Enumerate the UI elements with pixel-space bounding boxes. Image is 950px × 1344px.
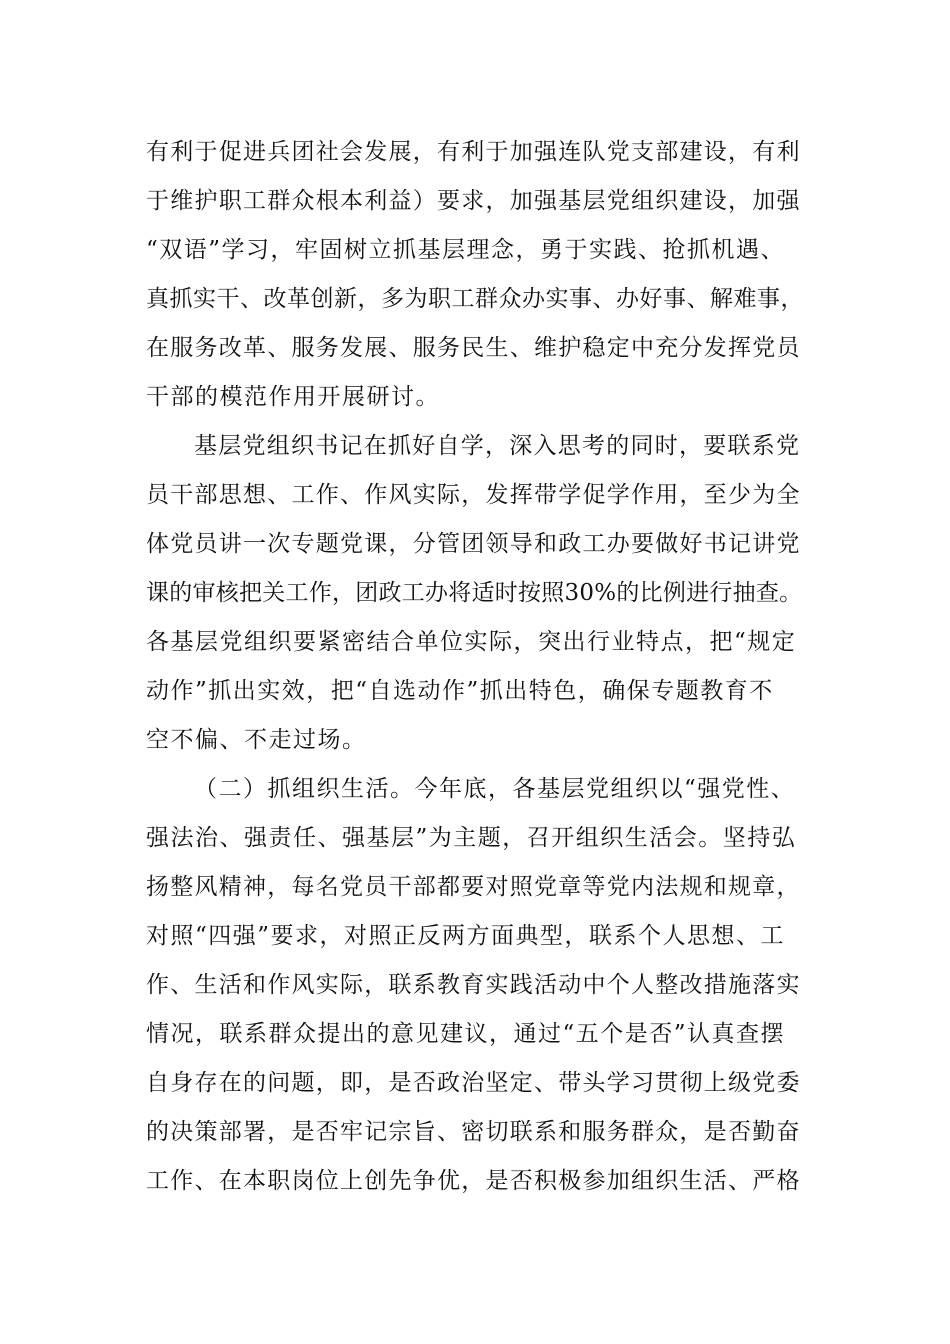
- text-line-16: 扬整风精神，每名党员干部都要对照党章等党内法规和规章，: [146, 874, 801, 900]
- text-line-13: 空不偏、不走过场。: [146, 727, 367, 753]
- text-line-19: 情况，联系群众提出的意见建议，通过“五个是否”认真查摆: [146, 1021, 786, 1047]
- text-line-4: 真抓实干、改革创新，多为职工群众办实事、办好事、解难事，: [146, 286, 804, 312]
- text-line-10: 课的审核把关工作，团政工办将适时按照30%的比例进行抽查。: [146, 580, 803, 606]
- text-line-17: 对照“四强”要求，对照正反两方面典型，联系个人思想、工: [146, 923, 786, 949]
- text-line-8: 员干部思想、工作、作风实际，发挥带学促学作用，至少为全: [146, 482, 801, 508]
- text-line-5: 在服务改革、服务发展、服务民生、维护稳定中充分发挥党员: [146, 335, 801, 361]
- text-line-7: 基层党组织书记在抓好自学，深入思考的同时，要联系党: [194, 433, 801, 459]
- text-line-18: 作、生活和作风实际，联系教育实践活动中个人整改措施落实: [146, 972, 801, 998]
- text-line-1: 有利于促进兵团社会发展，有利于加强连队党支部建设，有利: [146, 139, 801, 165]
- text-line-21: 的决策部署，是否牢记宗旨、密切联系和服务群众，是否勤奋: [146, 1119, 801, 1145]
- text-line-2: 于维护职工群众根本利益）要求，加强基层党组织建设，加强: [146, 188, 801, 214]
- text-line-12: 动作”抓出实效，把“自选动作”抓出特色，确保专题教育不: [146, 678, 774, 704]
- text-line-9: 体党员讲一次专题党课，分管团领导和政工办要做好书记讲党: [146, 531, 801, 557]
- text-line-15: 强法治、强责任、强基层”为主题，召开组织生活会。坚持弘: [146, 825, 797, 851]
- text-line-6: 干部的模范作用开展研讨。: [146, 384, 440, 410]
- text-line-22: 工作、在本职岗位上创先争优，是否积极参加组织生活、严格: [146, 1168, 801, 1194]
- text-line-14: （二）抓组织生活。今年底，各基层党组织以“强党性、: [194, 776, 796, 802]
- text-line-11: 各基层党组织要紧密结合单位实际，突出行业特点，把“规定: [146, 629, 797, 655]
- text-line-20: 自身存在的问题，即，是否政治坚定、带头学习贯彻上级党委: [146, 1070, 801, 1096]
- text-line-3: “双语”学习，牢固树立抓基层理念，勇于实践、抢抓机遇、: [146, 237, 786, 263]
